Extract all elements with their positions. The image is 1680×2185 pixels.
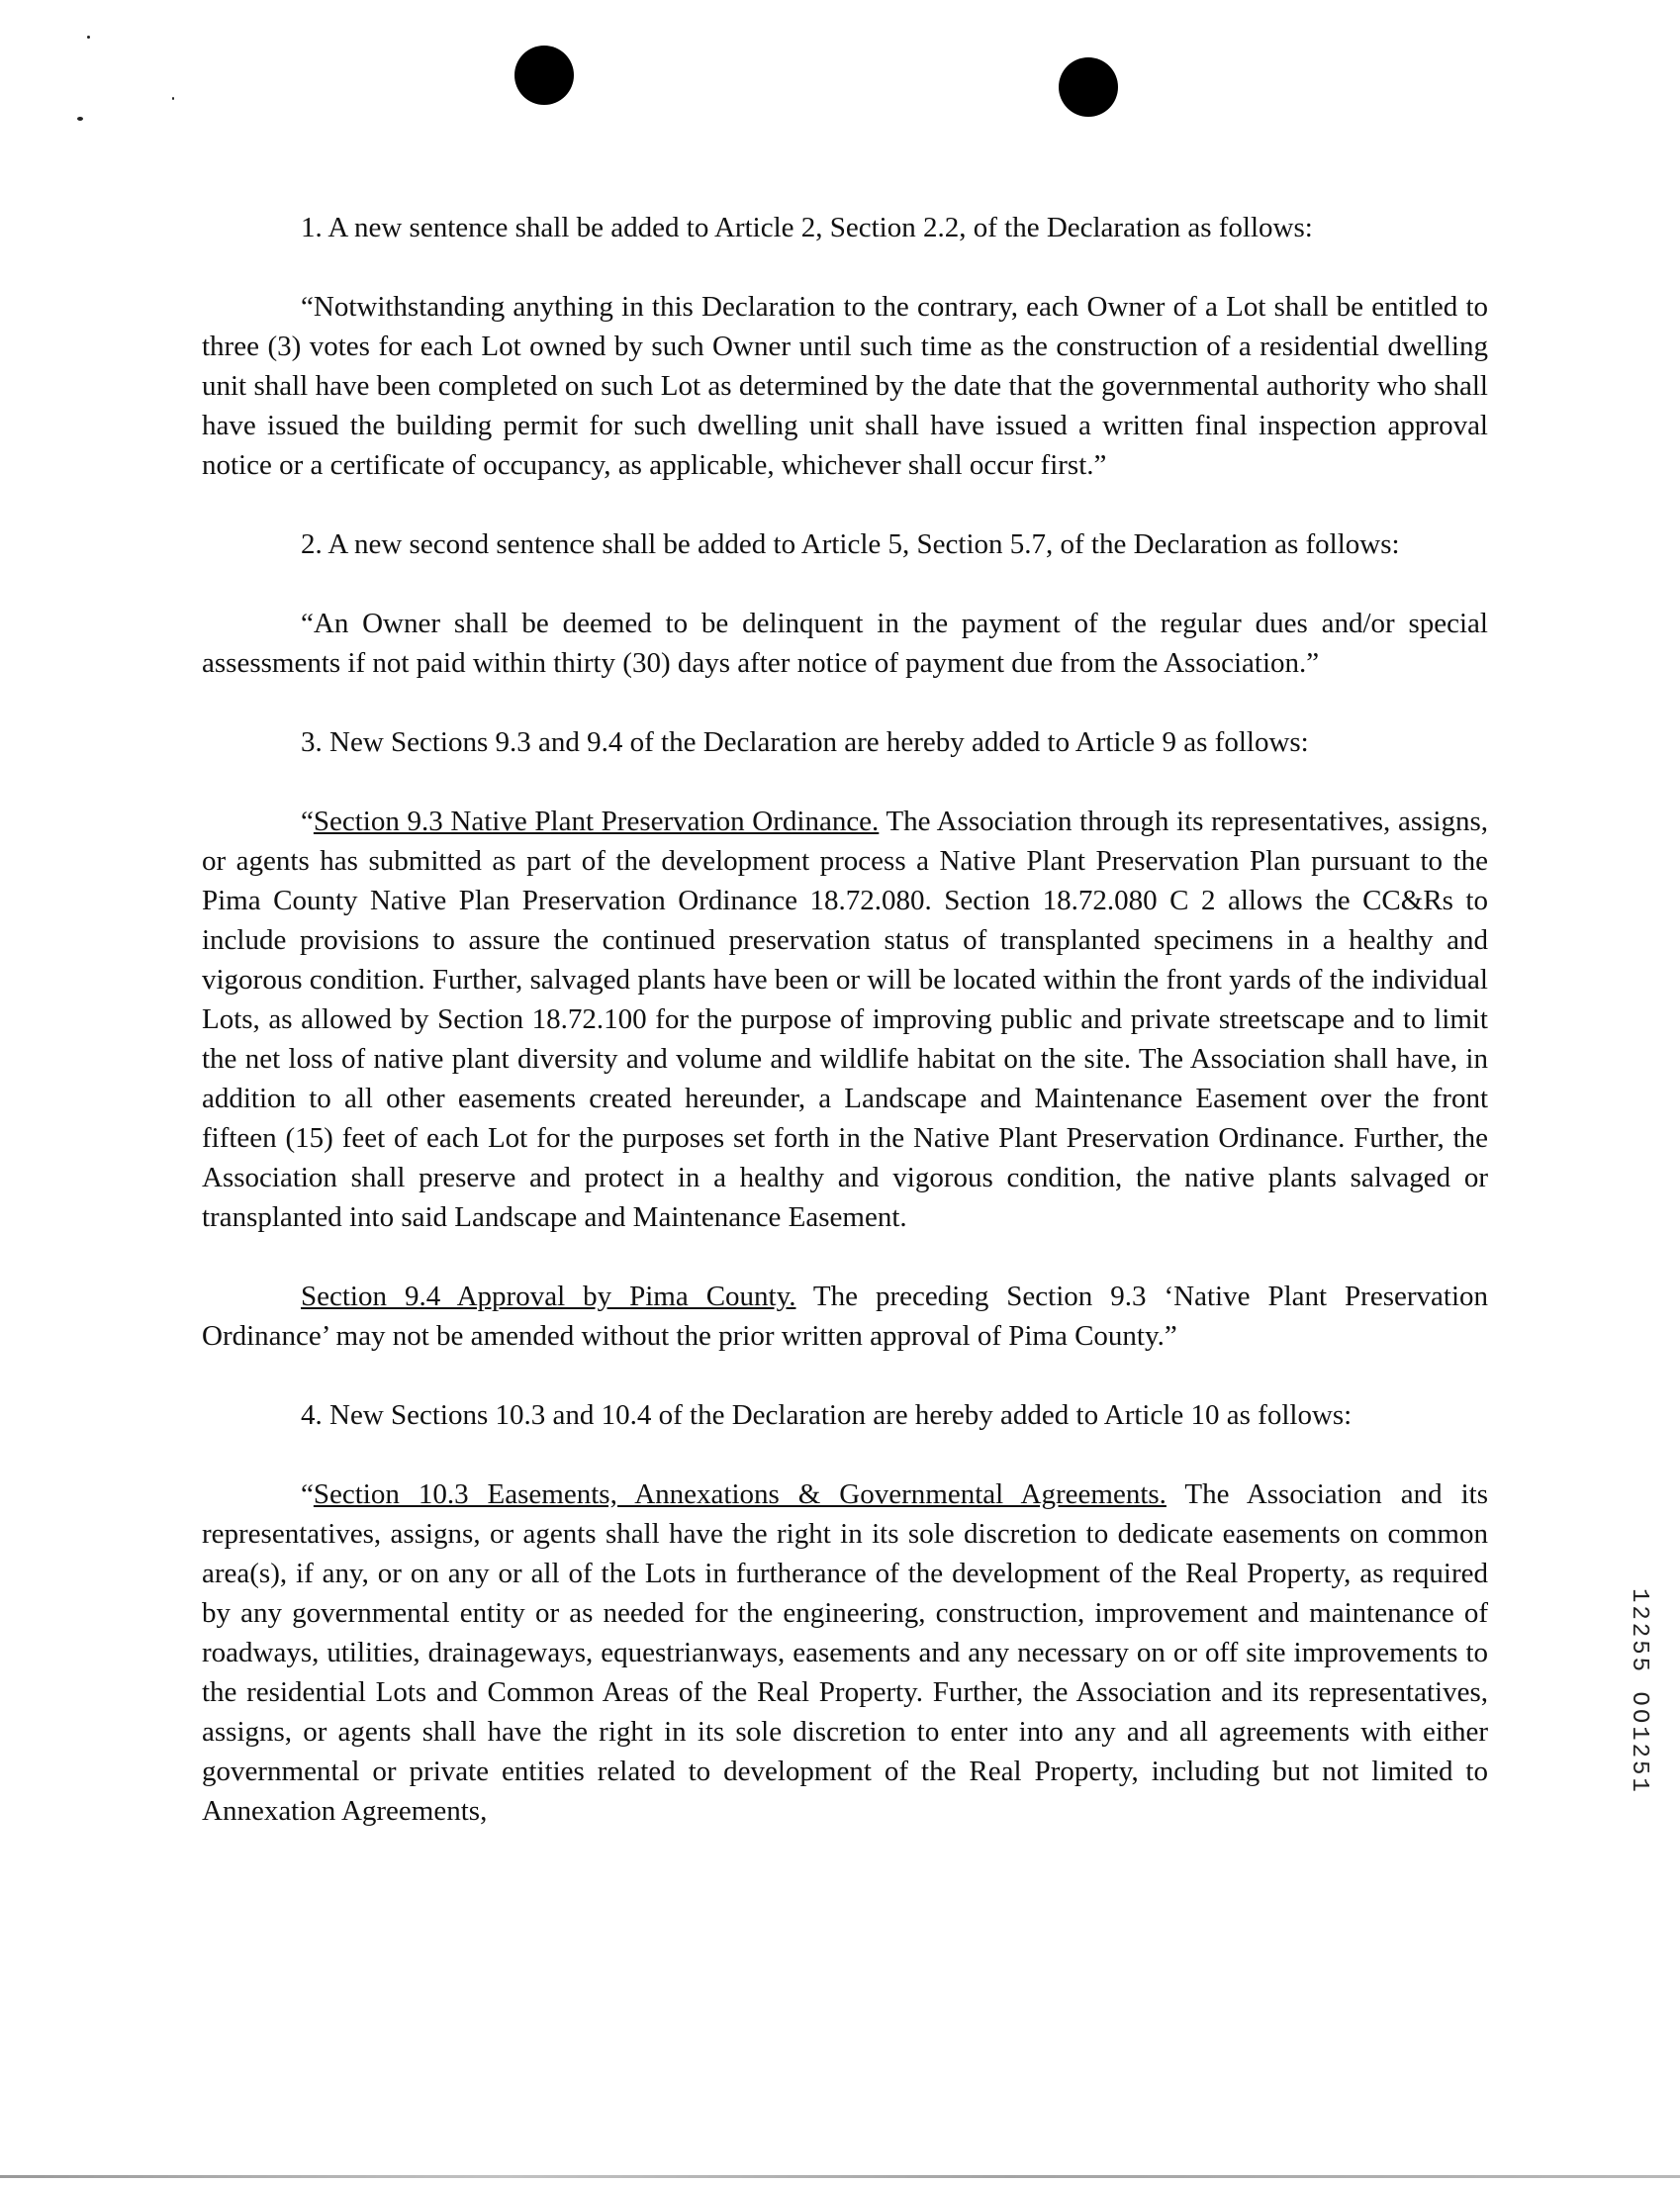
section-9-4-text: The preceding Section 9.3 ‘Native Plant Preservation Ordinance’ may not be amended without the prior written approval of Pima County.”: [202, 1281, 1489, 1352]
section-9-4: [202, 1277, 1488, 1356]
section-9-3-title: Section 9.3 Native Plant Preservation Ordinance.: [313, 806, 880, 837]
punch-hole-left: [514, 46, 574, 105]
section-10-3-text: The Association and its representatives, assigns, or agents shall have the right in its sole discretion to dedicate easements on common area(s), if any, or on any or all of the Lots in furtherance of the development of the Real Property, as required by any governmental entity or as needed for the engineering, construction, improvement and maintenance of roadways, utilities, drainageways, equestrianways, easements and any necessary on or off site improvements to the residential Lots and Common Areas of the Real Property. Further, the Association and its representatives, assigns, or agents shall have the right in its sole discretion to enter into any and all agreements with either governmental or private entities related to development of the Real Property, including but not limited to Annexation Agreements,: [202, 1478, 1488, 1827]
paragraph-1-heading: 1. A new sentence shall be added to Article 2, Section 2.2, of the Declaration as follows:: [301, 212, 1313, 243]
document-body: [202, 208, 1488, 1831]
scan-speck: [87, 36, 90, 39]
open-quote: “: [301, 806, 314, 837]
section-9-4-title: Section 9.4 Approval by Pima County.: [301, 1281, 796, 1312]
punch-hole-right: [1059, 57, 1118, 117]
section-9-3-text: The Association through its representatives, assigns, or agents has submitted as part of the development process a Native Plant Preservation Plan pursuant to the Pima County Native Plan Preservation Ordinance 18.72.080. Section 18.72.080 C 2 allows the CC&Rs to include provisions to assure the continued preservation status of transplanted specimens in a healthy and vigorous condition. Further, salvaged plants have been or will be located within the front yards of the individual Lots, as allowed by Section 18.72.100 for the purpose of improving public and private streetscape and to limit the net loss of native plant diversity and volume and wildlife habitat on the site. The Association shall have, in addition to all other easements created hereunder, a Landscape and Maintenance Easement over the front fifteen (15) feet of each Lot for the purposes set forth in the Native Plant Preservation Ordinance. Further, the Association shall preserve and protect in a healthy and vigorous condition, the native plants salvaged or transplanted into said Landscape and Maintenance Easement.: [202, 806, 1488, 1233]
paragraph-3-heading: 3. New Sections 9.3 and 9.4 of the Declaration are hereby added to Article 9 as follows:: [301, 726, 1309, 758]
scan-speck: [172, 97, 174, 100]
scan-bottom-edge: [0, 2175, 1680, 2178]
paragraph-4-heading: 4. New Sections 10.3 and 10.4 of the Declaration are hereby added to Article 10 as follows:: [301, 1399, 1353, 1431]
section-10-3-title: Section 10.3 Easements, Annexations & Governmental Agreements.: [313, 1478, 1167, 1510]
section-9-3: [202, 802, 1488, 1237]
recording-stamp-number: 12255 OO1251: [1626, 1588, 1652, 1795]
recording-stamp: [1623, 1588, 1662, 1885]
paragraph-1-quote: “Notwithstanding anything in this Declaration to the contrary, each Owner of a Lot shall be entitled to three (3) votes for each Lot owned by such Owner until such time as the construction of a residential dwelling unit shall have been completed on such Lot as determined by the date that the governmental authority who shall have issued the building permit for such dwelling unit shall have issued a written final inspection approval notice or a certificate of occupancy, as applicable, whichever shall occur first.”: [202, 291, 1488, 481]
section-10-3: [202, 1474, 1488, 1831]
paragraph-2-quote: “An Owner shall be deemed to be delinquent in the payment of the regular dues and/or special assessments if not paid within thirty (30) days after notice of payment due from the Association.”: [202, 608, 1488, 679]
paragraph-2-heading: 2. A new second sentence shall be added to Article 5, Section 5.7, of the Declaration as follows:: [301, 528, 1400, 560]
open-quote: “: [301, 1478, 314, 1510]
scan-speck: [77, 117, 83, 121]
